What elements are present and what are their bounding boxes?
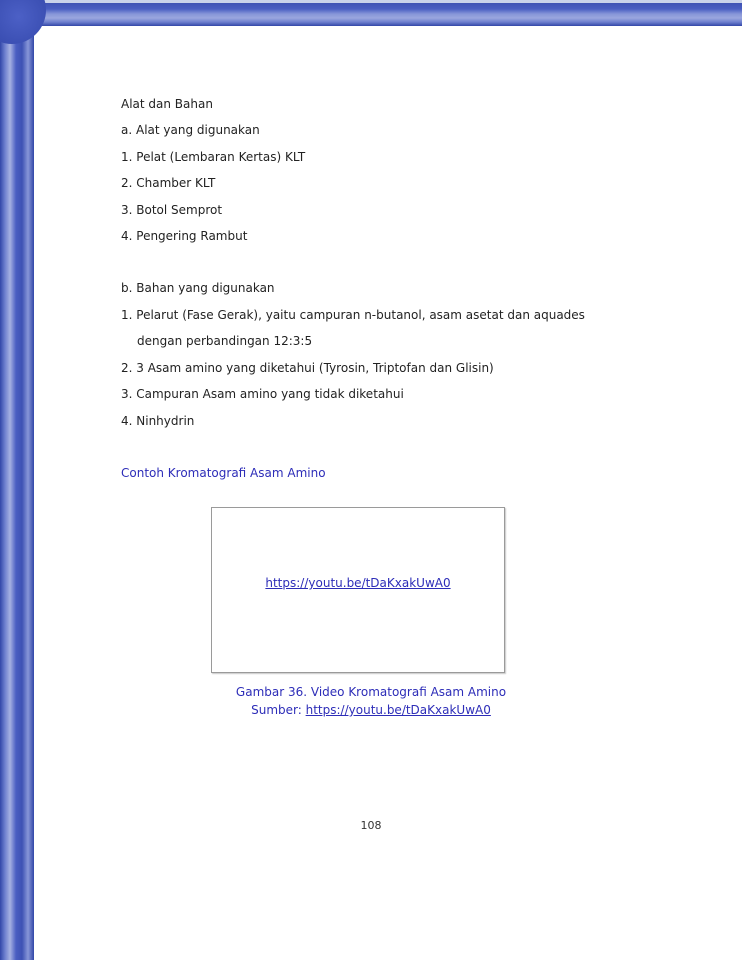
tool-item: 2. Chamber KLT xyxy=(121,176,216,190)
header-decoration-bar xyxy=(0,0,742,26)
video-link[interactable]: https://youtu.be/tDaKxakUwA0 xyxy=(265,576,451,590)
example-title: Contoh Kromatografi Asam Amino xyxy=(121,466,326,480)
material-item: 3. Campuran Asam amino yang tidak diketahui xyxy=(121,387,404,401)
figure-caption: Gambar 36. Video Kromatografi Asam Amino xyxy=(235,685,507,699)
material-item: 4. Ninhydrin xyxy=(121,414,195,428)
material-item: 2. 3 Asam amino yang diketahui (Tyrosin, Triptofan dan Glisin) xyxy=(121,361,494,375)
tool-item: 3. Botol Semprot xyxy=(121,203,223,217)
page-number: 108 xyxy=(360,819,382,832)
tool-item: 1. Pelat (Lembaran Kertas) KLT xyxy=(121,150,306,164)
material-item: 1. Pelarut (Fase Gerak), yaitu campuran n-butanol, asam asetat dan aquades xyxy=(121,308,585,322)
corner-decoration xyxy=(0,0,46,44)
tools-title: a. Alat yang digunakan xyxy=(121,123,260,137)
source-prefix: Sumber: xyxy=(251,703,306,717)
sidebar-decoration-bar xyxy=(0,0,34,960)
source-link[interactable]: https://youtu.be/tDaKxakUwA0 xyxy=(305,703,491,717)
tool-item: 4. Pengering Rambut xyxy=(121,229,248,243)
material-item-continuation: dengan perbandingan 12:3:5 xyxy=(137,334,313,348)
video-embed[interactable] xyxy=(211,507,505,673)
materials-title: b. Bahan yang digunakan xyxy=(121,281,275,295)
figure-source xyxy=(211,703,531,717)
section-heading: Alat dan Bahan xyxy=(121,97,213,111)
